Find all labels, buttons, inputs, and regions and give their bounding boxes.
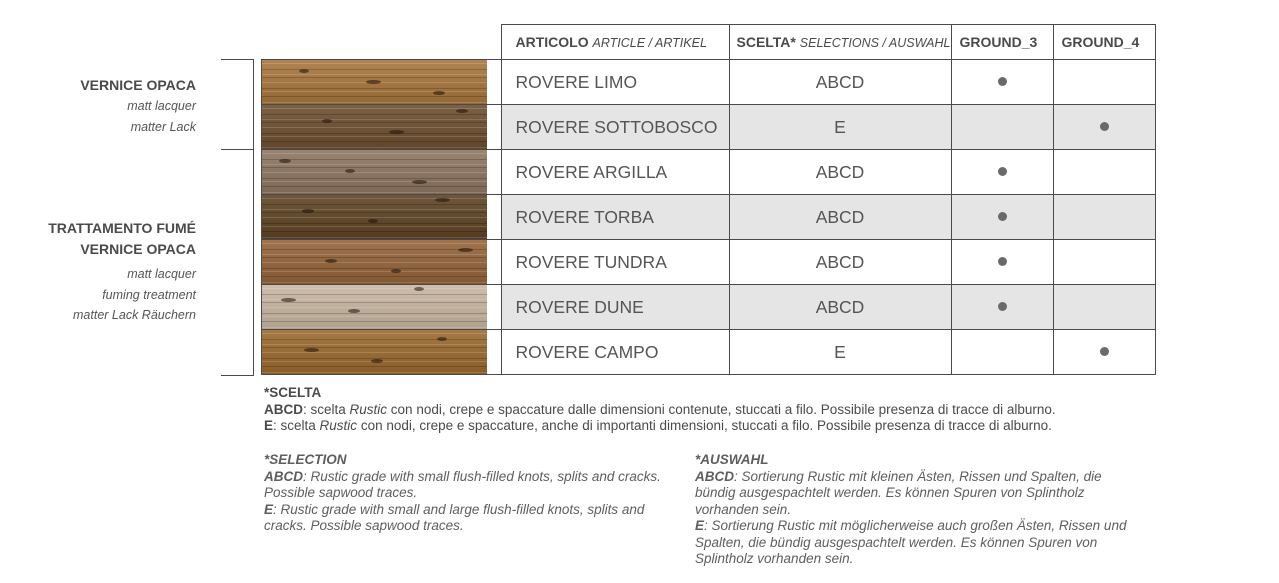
ground4-cell — [1053, 330, 1155, 375]
note-line-abcd: ABCD: scelta Rustic con nodi, crepe e spaccature dalle dimensioni contenute, stuccati a filo. Possibile presenza di tracce di alburno. — [264, 401, 1056, 417]
group-bracket — [220, 59, 254, 149]
table-row — [262, 105, 1156, 150]
availability-dot-icon — [1100, 122, 1109, 131]
availability-dot-icon — [998, 77, 1007, 86]
note-line-abcd: ABCD: Sortierung Rustic mit kleinen Ästen, Rissen und Spalten, die bündig ausgespachtelt werden. Es können Spuren von Splintholz vorhanden sein. — [695, 468, 1102, 517]
group-label-trattamento-fume — [48, 218, 196, 326]
group-bracket — [220, 149, 254, 376]
table-header-row — [262, 25, 1156, 60]
article-name: ROVERE ARGILLA — [501, 150, 729, 195]
wood-texture-image — [262, 240, 487, 284]
selection-value: ABCD — [729, 285, 951, 330]
selection-note-de — [695, 452, 1145, 568]
ground3-cell — [951, 150, 1053, 195]
note-heading: *SCELTA — [264, 385, 322, 400]
availability-dot-icon — [998, 302, 1007, 311]
note-heading: *AUSWAHL — [695, 452, 769, 467]
wood-swatch — [262, 240, 502, 285]
ground4-cell — [1053, 105, 1155, 150]
header-ground3: GROUND_3 — [951, 25, 1053, 60]
table-row — [262, 150, 1156, 195]
group-subtitle: matt lacquer — [127, 267, 196, 281]
table-row — [262, 60, 1156, 105]
selection-value: E — [729, 105, 951, 150]
ground4-cell — [1053, 150, 1155, 195]
wood-texture-image — [262, 150, 487, 194]
header-article: ARTICOLO ARTICLE / ARTIKEL — [501, 25, 729, 60]
selection-value: ABCD — [729, 195, 951, 240]
wood-swatch — [262, 60, 502, 105]
wood-texture-image — [262, 195, 487, 239]
note-line-e: E: Sortierung Rustic mit möglicherweise auch großen Ästen, Rissen und Spalten, die bündig ausgespachtelt werden. Es können Spuren von Splintholz vorhanden sein. — [695, 518, 1127, 566]
note-heading: *SELECTION — [264, 452, 347, 467]
wood-texture-image — [262, 330, 487, 374]
ground3-cell — [951, 105, 1053, 150]
article-name: ROVERE CAMPO — [501, 330, 729, 375]
ground3-cell — [951, 330, 1053, 375]
ground3-cell — [951, 60, 1053, 105]
product-table — [261, 24, 1156, 375]
availability-dot-icon — [998, 257, 1007, 266]
availability-dot-icon — [998, 212, 1007, 221]
wood-swatch — [262, 105, 502, 150]
wood-swatch — [262, 195, 502, 240]
availability-dot-icon — [1100, 347, 1109, 356]
group-label-vernice-opaca — [80, 75, 196, 137]
ground4-cell — [1053, 60, 1155, 105]
group-subtitle: matter Lack — [130, 119, 196, 134]
group-title: VERNICE OPACA — [80, 77, 196, 93]
selection-value: ABCD — [729, 150, 951, 195]
selection-value: ABCD — [729, 240, 951, 285]
article-name: ROVERE TUNDRA — [501, 240, 729, 285]
ground4-cell — [1053, 285, 1155, 330]
selection-value: ABCD — [729, 60, 951, 105]
wood-texture-image — [262, 285, 487, 329]
note-line-e: E: Rustic grade with small and large flush-filled knots, splits and cracks. Possible sapwood traces. — [264, 501, 645, 533]
article-name: ROVERE SOTTOBOSCO — [501, 105, 729, 150]
group-title: TRATTAMENTO FUMÉ — [48, 220, 196, 236]
ground3-cell — [951, 195, 1053, 240]
article-name: ROVERE DUNE — [501, 285, 729, 330]
article-name: ROVERE TORBA — [501, 195, 729, 240]
table-row — [262, 240, 1156, 285]
wood-texture-image — [262, 60, 487, 104]
ground4-cell — [1053, 240, 1155, 285]
table-row — [262, 330, 1156, 375]
wood-swatch — [262, 330, 502, 375]
note-line-abcd: ABCD: Rustic grade with small flush-filled knots, splits and cracks. Possible sapwood traces. — [264, 468, 661, 500]
ground3-cell — [951, 240, 1053, 285]
ground4-cell — [1053, 195, 1155, 240]
wood-texture-image — [262, 105, 487, 149]
group-subtitle: fuming treatment — [102, 287, 196, 302]
table-row — [262, 285, 1156, 330]
header-ground4: GROUND_4 — [1053, 25, 1155, 60]
group-subtitle: matt lacquer — [127, 99, 196, 113]
header-spacer — [262, 25, 502, 60]
header-selection: SCELTA* SELECTIONS / AUSWAHL — [729, 25, 951, 60]
table-row — [262, 195, 1156, 240]
selection-note-en — [264, 452, 664, 535]
selection-value: E — [729, 330, 951, 375]
article-name: ROVERE LIMO — [501, 60, 729, 105]
group-title: VERNICE OPACA — [80, 241, 196, 257]
group-subtitle: matter Lack Räuchern — [73, 308, 196, 322]
note-line-e: E: scelta Rustic con nodi, crepe e spaccature, anche di importanti dimensioni, stuccati a filo. Possibile presenza di tracce di alburno. — [264, 418, 1052, 433]
ground3-cell — [951, 285, 1053, 330]
wood-swatch — [262, 150, 502, 195]
availability-dot-icon — [998, 167, 1007, 176]
selection-note-it — [264, 385, 1164, 435]
wood-swatch — [262, 285, 502, 330]
